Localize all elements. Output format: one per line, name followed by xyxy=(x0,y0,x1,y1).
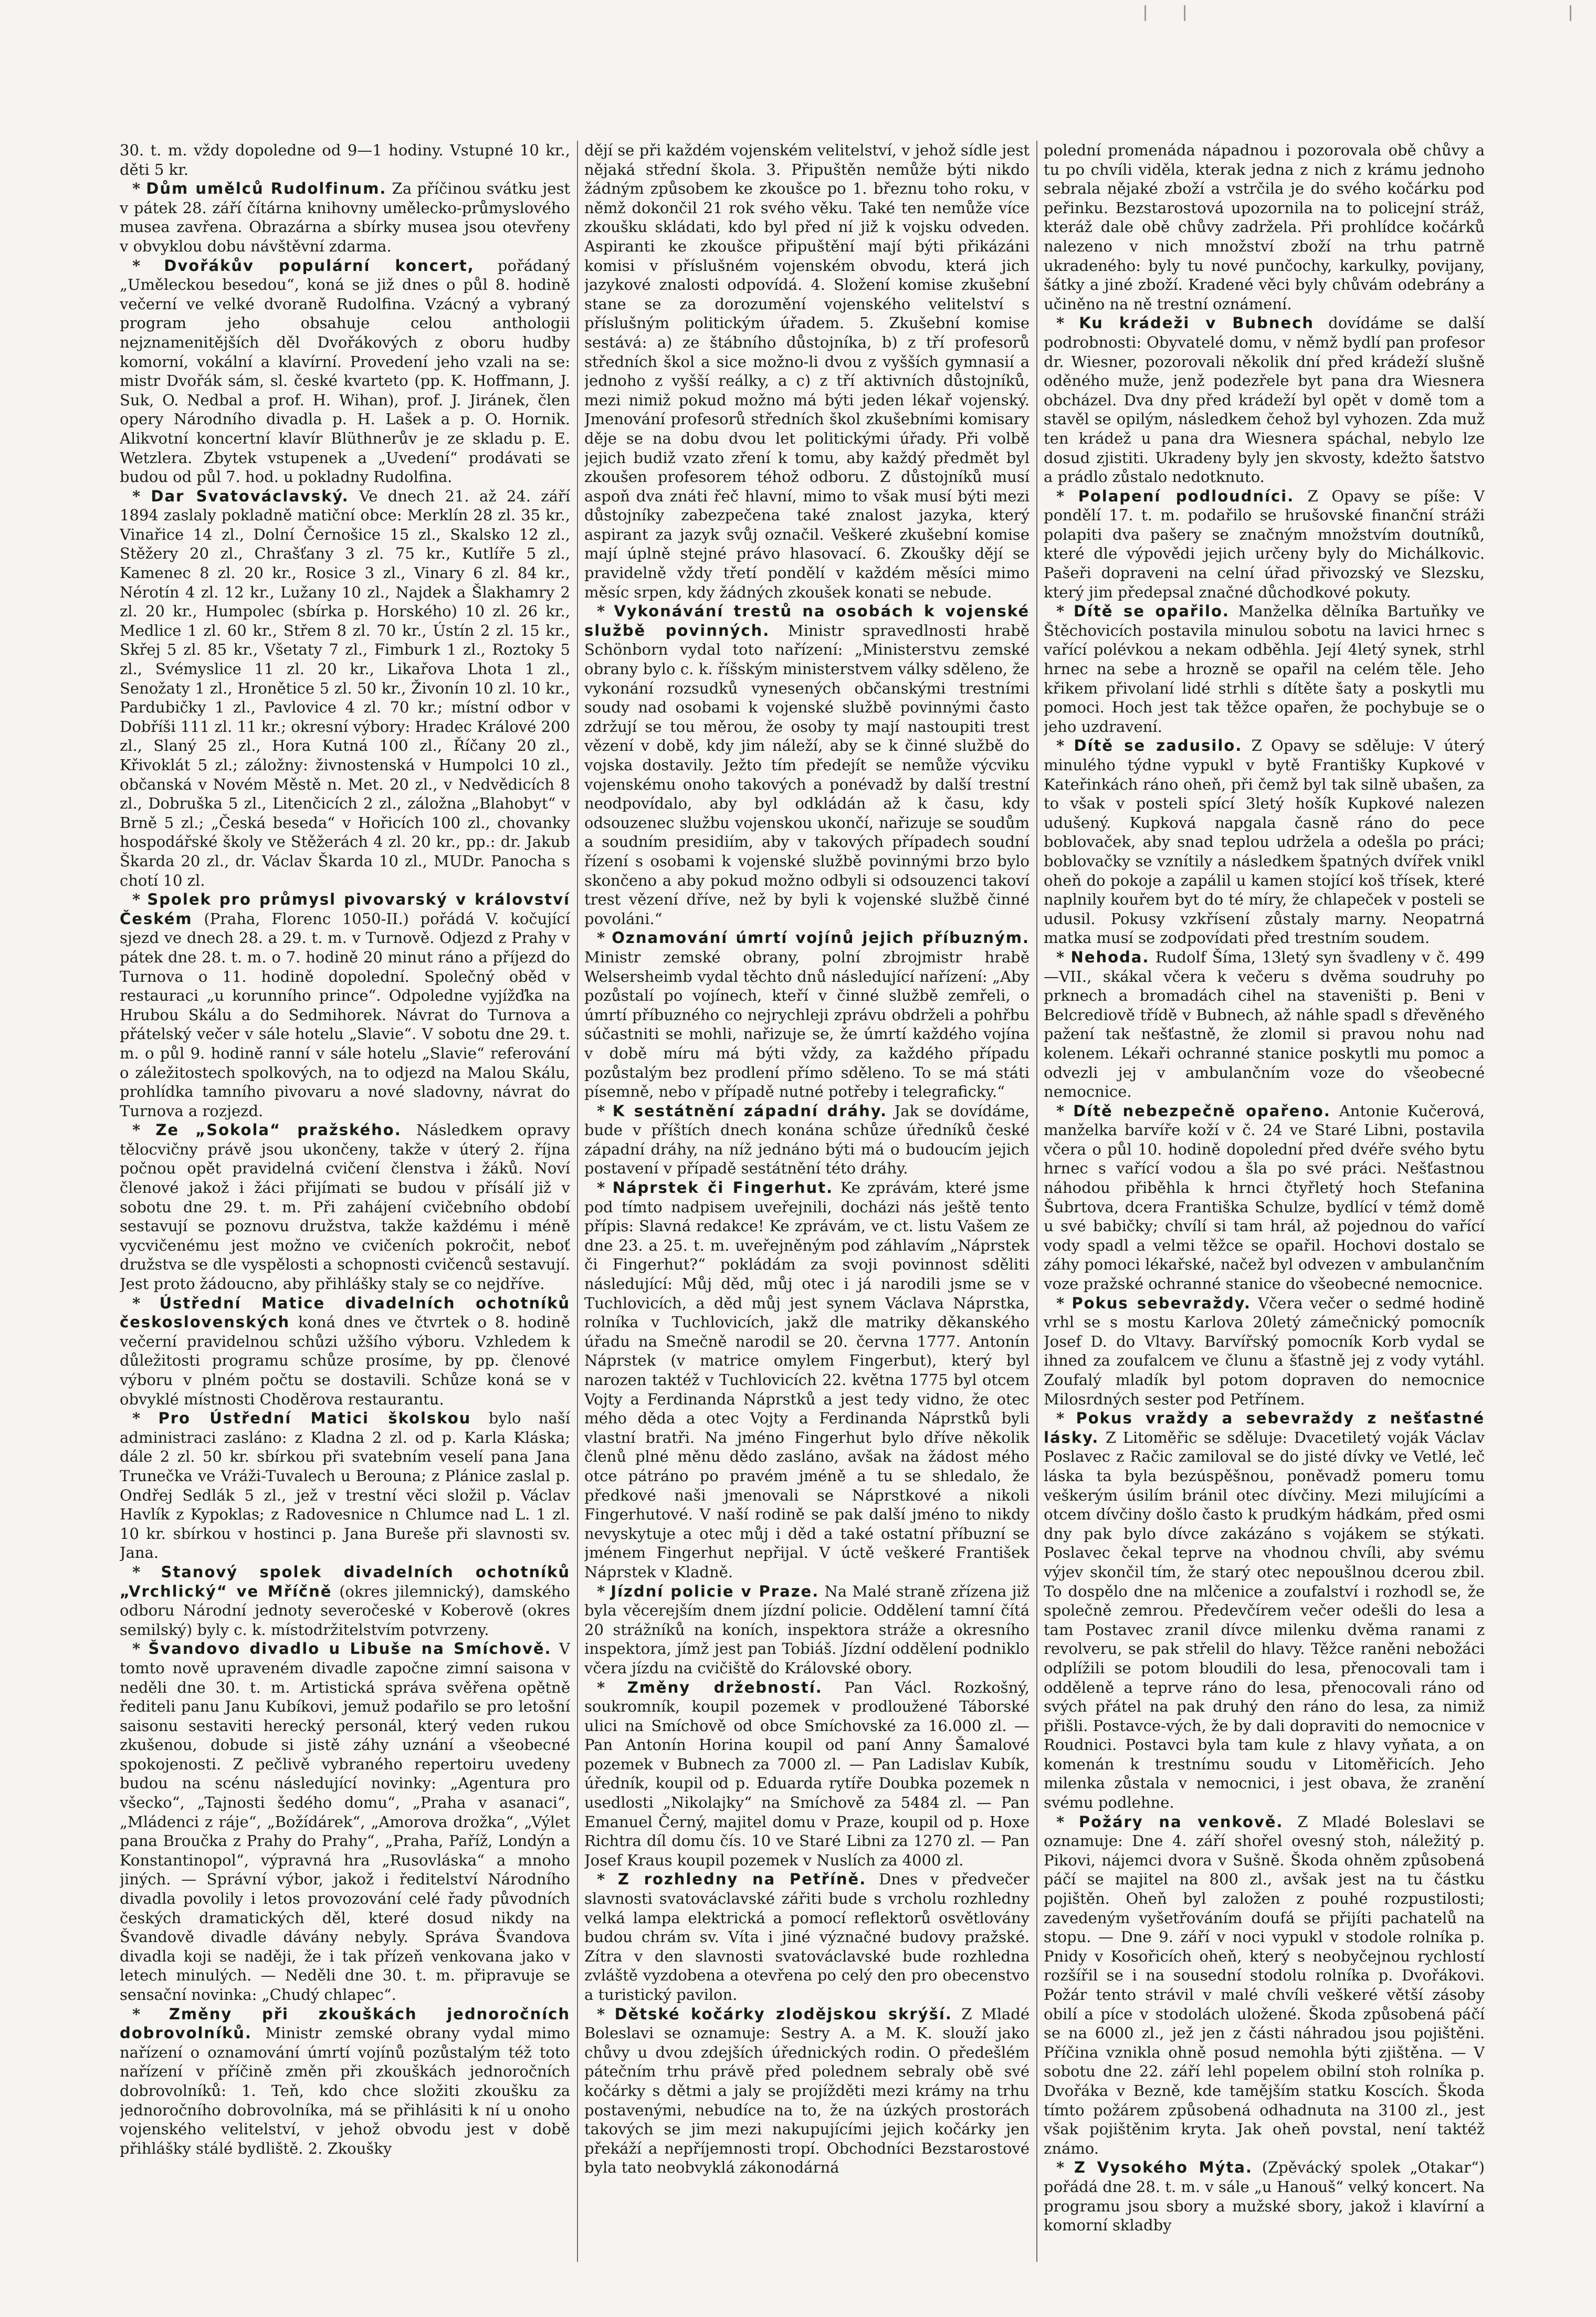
item-marker: * xyxy=(597,602,614,621)
news-item-heading: Vykonávání trestů na osobách k vojenské službě povinných. xyxy=(584,602,1030,639)
news-item-body: Na Malé straně zřízena již byla věcerejším dnem jízdní policie. Oddělení tamní čítá 20 strážníků na koních, inspektora stráže a okresního inspektora, jímž jest pan Tobiáš. Jízdní oddělení podniklo včera jízdu na cvičiště do Královské obory. xyxy=(584,1582,1030,1677)
news-item-heading: Dvořákův populární koncert, xyxy=(164,256,475,275)
news-item-heading: Pro Ústřední Matici školskou xyxy=(158,1409,471,1428)
item-marker: * xyxy=(132,1563,161,1581)
news-item xyxy=(120,1409,570,1563)
news-item-heading: Jízdní policie v Praze. xyxy=(611,1582,820,1600)
news-item xyxy=(584,2005,1030,2177)
column-3 xyxy=(1044,141,1485,2262)
item-marker: * xyxy=(1056,314,1079,332)
news-item xyxy=(1044,2158,1485,2235)
item-marker: * xyxy=(1056,2158,1074,2177)
item-marker: * xyxy=(597,1179,613,1197)
item-marker: * xyxy=(132,180,146,198)
news-item-body: Ke zprávám, které jsme pod tímto nadpisem uveřejnili, docházi nás ještě tento přípis: Slavná redakce! Ke zprávám, ve ct. listu Vašem ze dne 23. a 25. t. m. uveřejněným pod záhlavím „Náprstek či Fingerhut?“ pokládám za svoji povinnost sděliti následující: Můj děd, můj otec i já narodili jsme se v Tuchlovicích, a děd můj jest synem Václava Náprstka, rolníka v Tuchlovicích, jakž dle matriky děkanského úřadu na Smečně narodil se 20. června 1777. Antonín Náprstek (v matrice omylem Fingerbut), který byl narozen taktéž v Tuchlovicích 22. května 1775 byl otcem Vojty a Ferdinanda Náprstků a jest tedy vidno, že otec mého děda a otec Vojty a Ferdinanda Náprstků byli vlastní bratři. Na jméno Fingerhut bylo dříve několik členů plné měnu dědo zasláno, avšak na žádost mého otce pátráno po pravém jméně a tu se shledalo, že předkové naši jmenovali se Náprstkové a nikoli Fingerhutové. V naší rodině se pak další jméno to nikdy nevyskytuje a otec můj i děd a také ostatní příbuzní se jménem Fingerhut nepřijal. V úctě veškeré František Náprstek v Kladně. xyxy=(584,1179,1030,1581)
news-item-body: Ministr spravedlnosti hrabě Schönborn vydal toto nařízení: „Ministerstvu zemské obrany bylo c. k. říšským ministerstvem války sděleno, že vykonání rozsudků vynesených občanskými trestními soudy nad osobami k vojenské službě povinnými často zdržují se tou měrou, že osoby ty mají nastoupiti trest vězení v době, kdy jim náleží, aby se k činné službě do vojska dostavily. Ježto tím předejít se nemůže výcviku vojenskému onoho takových a ponévadž by další trestní neodpovídalo, aby byl odkládán až k času, kdy odsouzenec službu vojenskou ukončí, nařizuje se soudům a soudním presidiím, aby v takových případech soudní řízení s osobami k vojenské službě povinnými brzo bylo skončeno a aby pokud možno odbyli si odsouzenci takoví trest vězení dříve, než by byli k vojenské službě činné povoláni.“ xyxy=(584,621,1030,928)
news-item xyxy=(120,2005,570,2158)
news-item xyxy=(584,1102,1030,1178)
news-item-body: koná dnes ve čtvrtek o 8. hodině večerní pravidelnou schůzi užšího výboru. Vzhledem k důležitosti programu schůze prosíme, by pp. členové výboru v plném počtu se dostavili. Schůze koná se v obvyklé místnosti Choděrova restaurantu. xyxy=(120,1313,570,1408)
scan-edge-marks xyxy=(0,0,1596,32)
news-item-body: bylo naší administraci zasláno: z Kladna 2 zl. od p. Karla Kláska; dále 2 zl. 50 kr. sbírkou při svatebním veselí pana Jana Trunečka ve Vráži-Tuvalech u Berouna; z Plánice zaslal p. Ondřej Sedlák 5 zl., jež v trestní věci složil p. Václav Havlík z Kypoklas; z Radovesnice n Chlumce nad L. 1 zl. 10 kr. sbírkou v hostinci p. Jana Bureše při slavnosti sv. Jana. xyxy=(120,1409,570,1562)
column-rule xyxy=(577,141,578,2262)
item-marker: * xyxy=(1056,1409,1076,1428)
news-item-heading: Stanový spolek divadelních ochotníků „Vrchlický“ ve Mříčně xyxy=(120,1563,570,1600)
news-item xyxy=(120,179,570,256)
item-marker: * xyxy=(132,1640,149,1658)
news-item xyxy=(1044,487,1485,602)
news-item xyxy=(120,890,570,1120)
news-item-heading: Ku krádeži v Bubnech xyxy=(1079,314,1314,332)
news-item xyxy=(1044,1812,1485,2158)
news-item-heading: Dítě se zadusilo. xyxy=(1074,737,1243,755)
column-rule xyxy=(1036,141,1037,2262)
item-marker: * xyxy=(1056,1102,1074,1120)
news-item xyxy=(120,256,570,487)
news-item-body: pořádaný „Uměleckou besedou“, koná se již dnes o půl 8. hodině večerní ve velké dvoraně Rudolfina. Vzácný a vybraný program jeho obsahuje celou anthologii nejznamenitějších děl Dvořákových z oboru hudby komorní, vokální a klavírní. Provedení jeho vzali na se: mistr Dvořák sám, sl. české kvarteto (pp. K. Hoffmann, J. Suk, O. Nedbal a prof. H. Wihan), prof. J. Jiránek, člen opery Národního divadla p. H. Lašek a p. O. Hornik. Alikvotní koncertní klavír Blüthnerův je ze skladu p. E. Wetzlera. Zbytek vstupenek a „Uvedení“ prodávati se budou od půl 7. hod. u pokladny Rudolfina. xyxy=(120,256,570,486)
item-marker: * xyxy=(132,2005,169,2023)
news-item-body: Z Mladé Boleslavi se oznamuje: Sestry A. a M. K. slouží jako chůvy u dvou zdejších úřednických rodin. O předešlém pátečním trhu právě před polednem sebraly obě své kočárky s dětmi a jaly se projížděti mezi krámy na trhu postavenými, nebudíce na to, že na úzkých prostorách takových se jim mezi nakupujícími jejich kočárky jen překáží a nepříjemnosti tropí. Obchodníci Bezstarostové byla tato neobvyklá zákonodárná xyxy=(584,2005,1030,2177)
item-marker: * xyxy=(1056,1294,1072,1312)
news-item-heading: Dítě se opařilo. xyxy=(1073,602,1230,621)
news-item-body: Za příčinou svátku jest v pátek 28. září čítárna knihovny umělecko-průmyslového musea zavřena. Obrazárna a sbírky musea jsou otevřeny v obvyklou dobu návštěvní zdarma. xyxy=(120,180,570,255)
news-item xyxy=(1044,1294,1485,1409)
item-marker: * xyxy=(132,1121,156,1139)
scan-mark xyxy=(1570,5,1571,21)
news-item-body: Z Opavy se píše: V pondělí 17. t. m. podařilo se hrušovské finanční stráži polapiti dva pašery se značným množstvím doutníků, které dle výpovědi jejich určeny byly do Michálkovic. Pašeři dopraveni na celní úřad přivozský ve Slezsku, který jim předepsal značné důchodkové pokuty. xyxy=(1044,487,1485,601)
item-marker: * xyxy=(1056,737,1074,755)
news-item-body: Z Litoměřic se sděluje: Dvacetiletý voják Václav Poslavec z Račic zamiloval se do jisté dívky ve Vetlé, leč láska ta byla bezúspěšnou, poněvadž pomeru tomu veškerým úsilím bránil otec dívčiny. Mezi milujícími a otcem dívčiny došlo často k prudkým hádkám, před osmi dny pak bylo dívce zakázáno s vojákem se stýkati. Poslavec čekal teprve na vhodnou chvíli, aby svému výjev skončil tím, že starý otec nepoušlnou dcerou zbil. To dospělo dne na mlčenice a zoufalství i rozhodl se, že společně zemrou. Předevčírem večer odešli do lesa a tam Postavec zranil dívce milenku dvěma ranami z revolveru, se pak střelil do hlavy. Těžce raněni nebožáci odplížili se potom bloudili do lesa, přenocovali tam i odděleně a teprve ráno do lesa, přenocovali ráno od svých přátel na pak druhý den ráno do lesa, za nimiž přišli. Postavce-vých, že by dali dopraviti do nemocnice v Roudnici. Postavci byla tam kule z hlavy vyňata, a on komenán k trestnímu soudu v Litoměřicích. Jeho milenka zůstala v nemocnici, i jest obava, že zranění svému podlehne. xyxy=(1044,1428,1485,1812)
item-marker: * xyxy=(1056,602,1074,621)
item-marker: * xyxy=(132,487,151,505)
item-marker: * xyxy=(597,929,612,947)
news-item-body: Rudolf Šíma, 13letý syn švadleny v č. 499—VII., skákal včera k večeru s dvěma soudruhy po prknech a bromadách cihel na staveništi p. Beni v Belcrediově třídě v Bubnech, až náhle spadl s dřevěného pažení tak nešťastně, že zlomil si pravou nohu nad kolenem. Lékaři ochranné stanice poskytli mu pomoc a odvezli jej v ambulančním voze do všeobecné nemocnice. xyxy=(1044,948,1485,1101)
news-item-heading: Polapení podloudníci. xyxy=(1078,487,1295,505)
news-item xyxy=(1044,1409,1485,1812)
news-item-heading: Švandovo divadlo u Libuše na Smíchově. xyxy=(148,1640,552,1658)
item-marker: * xyxy=(132,1294,160,1312)
news-item-body: Dnes v předvečer slavnosti svatováclavské zářiti bude s vrcholu rozhledny velká lampa elektrická a pomocí reflektorů osvětlovány budou chrám sv. Víta i jiné význačné budovy pražské. Zítra v den slavnosti svatováclavské bude rozhledna zvláště vyzdobena a otevřena po celý den pro obecenstvo a turistický pavilon. xyxy=(584,1870,1030,2004)
news-item-heading: Ze „Sokola“ pražského. xyxy=(155,1121,402,1139)
news-item xyxy=(1044,602,1485,736)
news-item xyxy=(584,1870,1030,2004)
item-marker: * xyxy=(132,1409,159,1428)
column-intro: polední promenáda nápadnou i pozorovala obě chůvy a tu po chvíli viděla, kterak jedna z nich z krámu jednoho sebrala nějaké zboží a vstrčila je do svého kočárku pod peřinku. Bezstarostová upozornila na to policejní stráž, kteráž dale obě chůvy zadržela. Při prohlídce kočárků nalezeno v nich množství zboží na trhu patrně ukradeného: byly tu nové punčochy, karkulky, povijany, šátky a jiné zboží. Kradené věci byly chůvám odebrány a učiněno na ně trestní oznámení. xyxy=(1044,141,1485,313)
news-item xyxy=(1044,736,1485,948)
news-item xyxy=(120,1120,570,1293)
item-marker: * xyxy=(597,1582,611,1600)
column-intro: 30. t. m. vždy dopoledne od 9—1 hodiny. Vstupné 10 kr., děti 5 kr. xyxy=(120,141,570,179)
item-marker: * xyxy=(1056,487,1078,505)
news-item-body: Pan Václ. Rozkošný, soukromník, koupil pozemek v prodloužené Táborské ulici na Smíchově od obce Smíchovské za 16.000 zl. — Pan Antonín Horina koupil od paní Anny Šamalové pozemek v Bubnech za 7000 zl. — Pan Ladislav Kubík, úředník, koupil od p. Eduarda rytíře Doubka pozemek n usedlosti „Nikolajky“ na Smíchově za 5484 zl. — Pan Emanuel Černý, majitel domu v Praze, koupil od p. Hoxe Richtra díl domu čís. 10 ve Staré Libni za 1270 zl. — Pan Josef Kraus koupil pozemek v Nuslích za 4000 zl. xyxy=(584,1678,1030,1869)
item-marker: * xyxy=(597,1102,613,1120)
news-item-heading: Spolek pro průmysl pivovarský v království Českém xyxy=(120,890,570,928)
news-item xyxy=(1044,313,1485,486)
item-marker: * xyxy=(132,890,148,909)
news-item-heading: Pokus sebevraždy. xyxy=(1072,1294,1251,1312)
news-item-body: (Praha, Florenc 1050-II.) pořádá V. kočující sjezd ve dnech 28. a 29. t. m. v Turnově. Odjezd z Prahy v pátek dne 28. t. m. o 7. hodině 20 minut ráno a příjezd do Turnova o 11. hodině dopolední. Společný oběd v restauraci „u korunního prince“. Odpoledne vyjížďka na Hrubou Skálu a do Sedmihorek. Návrat do Turnova a přátelský večer v sále hotelu „Slavie“. V sobotu dne 29. t. m. o půl 9. hodině ranní v sále hotelu „Slavie“ referování o záležitostech spolkových, na to odjezd na Malou Skálu, prohlídka tamního pivovaru a nové sladovny, návrat do Turnova a rozjezd. xyxy=(120,909,570,1120)
news-item-body: Včera večer o sedmé hodině vrhl se s mostu Karlova 20letý zámečnický pomocník Josef D. do Vltavy. Barvířský pomocník Korb vydal se ihned za zoufalcem ve člunu a šťastně jej z vody vytáhl. Zoufalý mladík byl potom dopraven do nemocnice Milosrdných sester pod Petřínem. xyxy=(1044,1294,1485,1408)
item-marker: * xyxy=(597,1870,618,1889)
news-item-body: Následkem opravy tělocvičny právě jsou ukončeny, takže v úterý 2. října počnou opět pravidelná cvičení členstva i žáků. Noví členové jakož i žáci přijímati se budou v přísálí již v sobotu dne 29. t. m. Při zahájení cvičebního období sestavují se poznovu družstva, takže každému i méně vycvičenému jest možno ve cvičeních pokročit, neboť družstva se dle vyspělosti a schopnosti cvičenců sestavují. Jest proto žádoucno, aby přihlášky staly se co nejdříve. xyxy=(120,1121,570,1293)
text-columns xyxy=(120,141,1485,2262)
news-item-body: V tomto nově upraveném divadle započne zimní saisona v neděli dne 30. t. m. Artistická správa svěřena opětně řediteli panu Janu Kubíkovi, jemuž podařilo se pro letošní saisonu sestaviti herecký personál, který veden rukou zkušenou, dobude si jistě záhy uznání a všeobecné spokojenosti. Z pečlivě vybraného repertoiru uvedeny budou na scénu následující novinky: „Agentura pro všecko“, „Tajnosti šedého domu“, „Praha v asanaci“, „Mládenci z ráje“, „Božídárek“, „Amorova drožka“, „Výlet pana Broučka z Prahy do Prahy“, „Praha, Paříž, Londýn a Konstantinopol“, výpravná hra „Rusovláska“ a mnoho jiných. — Správní výbor, jakož i ředitelství Národního divadla povolily i letos provozování celé řady původních českých dramatických děl, které dosud nikdy na Švandově divadle dávány nebyly. Správa Švandova divadla koji se naději, že i tak přízeň venkovana jako v letech minulých. — Neděli dne 30. t. m. připravuje se sensační novinka: „Chudý chlapec“. xyxy=(120,1640,570,2004)
news-item-heading: Dětské kočárky zlodějskou skrýší. xyxy=(614,2005,952,2023)
item-marker: * xyxy=(132,256,164,275)
news-item-heading: Dar Svatováclavský. xyxy=(151,487,349,505)
news-item-body: Ve dnech 21. až 24. září 1894 zaslaly pokladně matiční obce: Merklín 28 zl. 35 kr., Vinařice 14 zl., Dolní Černošice 15 zl., Skalsko 12 zl., Stěžery 20 zl., Chrašťany 3 zl. 75 kr., Kutlíře 5 zl., Kamenec 8 zl. 20 kr., Rosice 3 zl., Vinary 6 zl. 84 kr., Nérotín 4 zl. 12 kr., Lužany 10 zl., Najdek a Šlakhamry 2 zl. 20 kr., Humpolec (sbírka p. Horského) 10 zl. 26 kr., Medlice 1 zl. 60 kr., Střem 8 zl. 70 kr., Ústín 2 zl. 15 kr., Skřej 5 zl. 85 kr., Všetaty 7 zl., Fimburk 1 zl., Roztoky 5 zl., Svémyslice 11 zl. 20 kr., Likařova Lhota 1 zl., Senožaty 1 zl., Hronětice 5 zl. 50 kr., Živonín 10 zl. 10 kr., Pardubičky 1 zl., Pavlovice 4 zl. 70 kr.; místní odbor v Dobříši 111 zl. 11 kr.; okresní výbory: Hradec Králové 200 zl., Slaný 25 zl., Hora Kutná 100 zl., Říčany 20 zl., Křivoklát 5 zl.; záložny: živnostenská v Humpolci 10 zl., občanská v Novém Městě n. Met. 20 zl., v Nedvědicích 8 zl., Dobruška 5 zl., Litenčicích 2 zl., záložna „Blahobyt“ v Brně 5 zl.; „Česká beseda“ v Hořicích 100 zl., chovanky hospodářské školy ve Stěžerách 4 zl. 20 kr., pp.: dr. Jakub Škarda 20 zl., dr. Václav Škarda 10 zl., MUDr. Panocha s chotí 10 zl. xyxy=(120,487,570,889)
news-item xyxy=(584,1678,1030,1870)
news-item-body: Jak se dovídáme, bude v příštích dnech konána schůze úředníků české západní dráhy, na níž jednáno býti má o budoucím jejich postavení v případě sestátnění této dráhy. xyxy=(584,1102,1030,1178)
news-item xyxy=(1044,1102,1485,1294)
news-item-heading: Dům umělců Rudolfinum. xyxy=(146,180,387,198)
news-item-heading: Nehoda. xyxy=(1070,948,1150,966)
item-marker: * xyxy=(597,1678,627,1696)
news-item xyxy=(120,1294,570,1409)
item-marker: * xyxy=(1056,948,1071,966)
news-item-body: Ministr zemské obrany vydal mimo nařízení o oznamování úmrtí vojínů pozůstalým též toto nařízení v příčině změn při zkouškách jednoročních dobrovolníků: 1. Teň, kdo chce složiti zkoušku za jednoročního dobrovolníka, má se přihlásiti k ní u onoho vojenského velitelství, v jehož obvodu jest v době přihlášky stálé bydliště. 2. Zkoušky xyxy=(120,2024,570,2157)
news-item xyxy=(120,1563,570,1639)
news-item-heading: Náprstek či Fingerhut. xyxy=(612,1179,834,1197)
item-marker: * xyxy=(597,2005,615,2023)
news-item-heading: Z Vysokého Mýta. xyxy=(1074,2158,1253,2177)
news-item-body: Antonie Kučerová, manželka barvíře koží v č. 24 ve Staré Libni, postavila včera o půl 10. hodině dopolední před dvéře svého bytu hrnec s vařící vodou a šla po své práci. Nešťastnou náhodou přiběhla k hrnci čtyřletý hoch Stefanina Šubrtova, dcera Františka Schulze, bydlící v témž domě u své babičky; chvílí si tam hrál, až pojednou do vařící vody spadl a velmi těžce se opařil. Hochovi dostalo se záhy pomoci lékařské, načež byl odvezen v ambulančním voze pražské ochranné stanice do všeobecné nemocnice. xyxy=(1044,1102,1485,1293)
news-item xyxy=(1044,948,1485,1102)
column-intro: dějí se při každém vojenském velitelství, v jehož sídle jest nějaká střední škola. 3. Připuštěn nemůže býti nikdo žádným způsobem ke zkoušce po 1. březnu toho roku, v němž dokončil 21 rok svého věku. Také ten nemůže více zkoušku skládati, kdo byl před ní již k vojsku odveden. Aspiranti ke zkoušce připuštění mají býti přikázáni komisi v příslušném vojenském obvodu, která jich jazykové znalosti odpovídá. 4. Složení komise zkušební stane se za dorozumění vojenského velitelství s příslušným politickým úřadem. 5. Zkušební komise sestává: a) ze štábního důstojníka, b) z tří profesorů středních škol a sice možno-li dvou z vyšších gymnasií a jednoho z vyšší reálky, a c) z tří aktivních důstojníků, mezi nimiž pokud možno má býti jeden lékař vojenský. Jmenování profesorů středních škol zkušebními komisary děje se na dobu dvou let politickými úřady. Při volbě jejich budiž vzato zření k tomu, aby každý předmět byl zkoušen profesorem téhož odboru. Z důstojníků musí aspoň dva znáti řeč hlavní, mimo to však musí býti mezi důstojníky zabezpečena také znalost jazyka, který aspirant za jazyk svůj označil. Veškeré zkušební komise mají úplně stejné právo hlasovací. 6. Zkoušky dějí se pravidelně vždy třetí pondělí v každém měsíci mimo měsíc srpen, kdy žádných zkoušek konati se nebude. xyxy=(584,141,1030,601)
news-item xyxy=(584,928,1030,1101)
news-item-body: (okres jilemnický), damského odboru Národní jednoty severočeské v Koberově (okres semilský) byly c. k. místodržitelstvím potvrzeny. xyxy=(120,1582,570,1639)
news-item-body: dovídáme se další podrobnosti: Obyvatelé domu, v němž bydlí pan profesor dr. Wiesner, pozorovali několik dní před krádeží slušně oděného muže, jenž podezřele byt pana dra Wiesnera obcházel. Dva dny před krádeží byl opět v domě tom a stavěl se opilým, následkem čehož byl vyhozen. Zda muž ten krádež u pana dra Wiesnera spáchal, nebylo lze dosud zjistiti. Ukradeny byly jen skvosty, kdežto šatstvo a prádlo zůstalo nedotknuto. xyxy=(1044,314,1485,486)
news-item-body: Manželka dělníka Bartuňky ve Štěchovicích postavila minulou sobotu na lavici hrnec s vařící polévkou a nekam odběhla. Její 4letý synek, strhl hrnec na sebe a hrozně se opařil na celém těle. Jeho křikem přivolaní lidé strhli s dítěte šaty a poskytli mu pomoci. Hoch jest tak těžce opařen, že pochybuje se o jeho uzdravení. xyxy=(1044,602,1485,736)
scan-mark xyxy=(1144,5,1146,21)
news-item-body: (Zpěvácký spolek „Otakar“) pořádá dne 28. t. m. v sále „u Hanouš“ velký koncert. Na programu jsou sbory a mužské sbory, jakož i klavírní a komorní skladby xyxy=(1044,2158,1485,2235)
news-item xyxy=(584,1582,1030,1678)
news-item xyxy=(120,1639,570,2004)
news-item-heading: Změny držebností. xyxy=(627,1678,823,1696)
news-item-heading: Oznamování úmrtí vojínů jejich příbuzným. xyxy=(612,929,1030,947)
news-item-body: Z Mladé Boleslavi se oznamuje: Dne 4. září shořel ovesný stoh, náležitý p. Pikovi, nájemci dvora v Sušně. Škoda ohněm způsobená páčí se majitel na 800 zl., avšak jest na tu částku pojištěn. Oheň byl založen z pouhé rozpustilosti; zavedeným vyšetřováním doufá se přijíti pachatelů na stopu. — Dne 9. září v noci vypukl v stodole rolníka p. Pnidy v Kosořicích oheň, který s neobyčejnou rychlostí rozšířil se i na sousední stodolu rolníka p. Dvořákovi. Požár tento strávil v malé chvíli veškeré větší zásoby obilí a píce v stodolách uložené. Škoda způsobená páčí se na 6000 zl., jež jen z části náhradou jsou pojištěni. Příčina vznikla ohně posud nemohla býti zjištěna. — V sobotu dne 22. září lehl popelem obilní stoh rolníka p. Dvořáka v Bezně, kde tamějším statku Koscích. Škoda tímto požárem způsobená odhadnuta na 3100 zl., jest však pojištěnim kryta. Jak oheň povstal, není taktéž známo. xyxy=(1044,1812,1485,2157)
column-1 xyxy=(120,141,570,2262)
news-item-heading: Požáry na venkově. xyxy=(1078,1812,1284,1831)
news-item-body: Z Opavy se sděluje: V úterý minulého týdne vypukl v bytě Františky Kupkové v Kateřinkách ráno oheň, při čemž byl tak silně ubašen, za to však v posteli spící 3letý hošík Kupkové nalezen udušený. Kupková napgala časně ráno do pece boblovaček, aby snad teplou udržela a odešla po práci; boblovačky se vznítily a následkem špatných dvířek vnikl oheň do pokoje a zapálil u kamen stojící koš třísek, které naplnily kouřem byt do té míry, že chlapeček v posteli se udusil. Pokusy vzkřísení zůstaly marny. Neopatrná matka musí se zodpovídati před trestním soudem. xyxy=(1044,737,1485,947)
news-item-heading: Změny při zkouškách jednoročních dobrovolníků. xyxy=(120,2005,570,2042)
news-item-body: Ministr zemské obrany, polní zbrojmistr hrabě Welsersheimb vydal těchto dnů následující nařízení: „Aby pozůstalí po vojínech, kteří v činné službě zemřeli, o úmrtí příbuzného co nejrychleji zprávu obdrželi a pohřbu súčastniti se mohli, nařizuje se, že úmrtí každého vojína v době míru má býti vždy, za každého případu pozůstalým bez prodlení přímo sděleno. To se má státi písemně, nebo v případě nutné potřeby i telegraficky.“ xyxy=(584,948,1030,1101)
column-2 xyxy=(584,141,1030,2262)
news-item xyxy=(584,602,1030,928)
scan-mark xyxy=(1184,5,1185,21)
news-item-heading: Dítě nebezpečně opařeno. xyxy=(1073,1102,1331,1120)
item-marker: * xyxy=(1056,1812,1079,1831)
news-item-heading: Ústřední Matice divadelních ochotníků československých xyxy=(120,1294,570,1332)
news-item-heading: Z rozhledny na Petříně. xyxy=(617,1870,867,1889)
news-item xyxy=(120,487,570,890)
news-item xyxy=(584,1178,1030,1581)
news-item-heading: K sestátnění západní dráhy. xyxy=(612,1102,887,1120)
news-item-heading: Pokus vraždy a sebevraždy z nešťastné lásky. xyxy=(1044,1409,1485,1446)
